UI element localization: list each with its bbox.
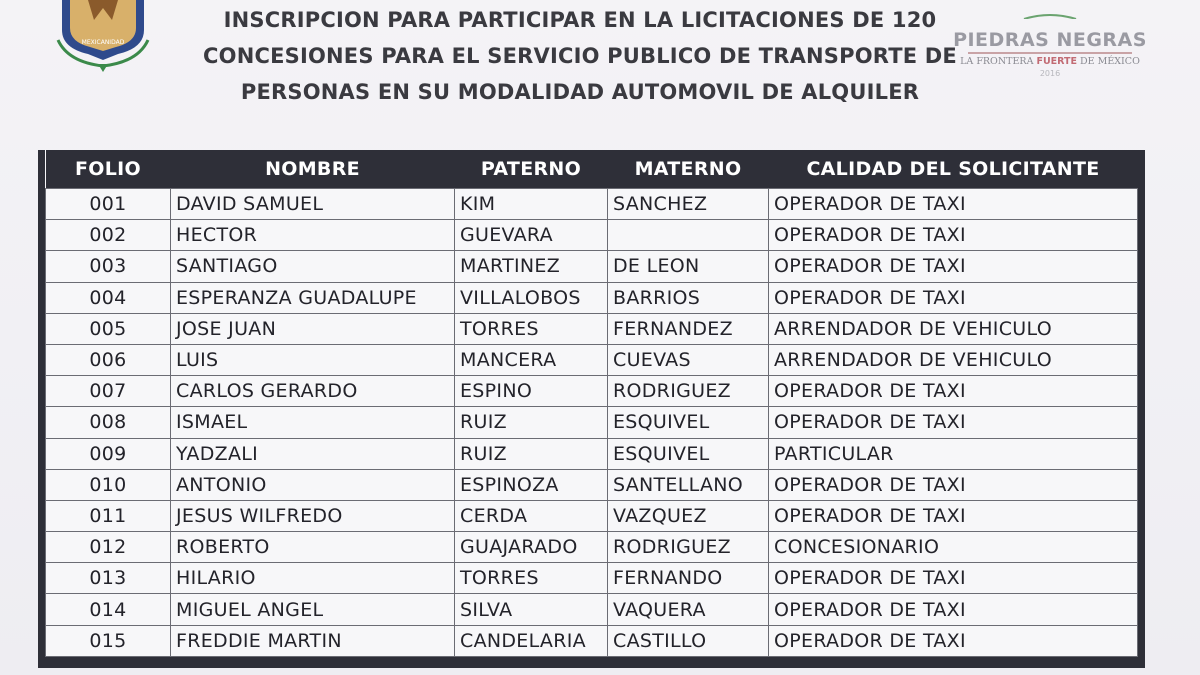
- municipal-emblem: [48, 0, 158, 72]
- header-folio: FOLIO: [46, 150, 171, 189]
- folio-cell: 005: [46, 313, 171, 344]
- folio-cell: 001: [46, 189, 171, 220]
- applicants-table: [45, 150, 1138, 657]
- emblem-text: MEXICANIDAD: [81, 39, 125, 46]
- table-row: [46, 407, 1138, 438]
- calidad-cell: OPERADOR DE TAXI: [769, 407, 1138, 438]
- folio-cell: 003: [46, 251, 171, 282]
- folio-cell: 013: [46, 563, 171, 594]
- logo-arc-icon: [1020, 13, 1080, 19]
- calidad-cell: OPERADOR DE TAXI: [769, 625, 1138, 656]
- table-row: [46, 313, 1138, 344]
- folio-cell: 004: [46, 282, 171, 313]
- materno-cell: RODRIGUEZ: [608, 532, 769, 563]
- title-line-2: CONCESIONES PARA EL SERVICIO PUBLICO DE TRANSPORTE DE: [203, 44, 957, 68]
- title-line-1: INSCRIPCION PARA PARTICIPAR EN LA LICITACIONES DE 120: [223, 8, 937, 32]
- table-row: [46, 594, 1138, 625]
- materno-cell: CUEVAS: [608, 344, 769, 375]
- document-title: [200, 2, 960, 110]
- table-row: [46, 220, 1138, 251]
- paterno-cell: GUAJARADO: [455, 532, 608, 563]
- paterno-cell: CERDA: [455, 500, 608, 531]
- folio-cell: 012: [46, 532, 171, 563]
- folio-cell: 011: [46, 500, 171, 531]
- table-row: [46, 376, 1138, 407]
- nombre-cell: HILARIO: [171, 563, 455, 594]
- header-nombre: NOMBRE: [171, 150, 455, 189]
- table-row: [46, 251, 1138, 282]
- table-row: [46, 563, 1138, 594]
- table-row: [46, 469, 1138, 500]
- folio-cell: 014: [46, 594, 171, 625]
- nombre-cell: HECTOR: [171, 220, 455, 251]
- calidad-cell: OPERADOR DE TAXI: [769, 376, 1138, 407]
- folio-cell: 008: [46, 407, 171, 438]
- folio-cell: 007: [46, 376, 171, 407]
- materno-cell: [608, 220, 769, 251]
- paterno-cell: ESPINO: [455, 376, 608, 407]
- table-row: [46, 344, 1138, 375]
- folio-cell: 009: [46, 438, 171, 469]
- paterno-cell: GUEVARA: [455, 220, 608, 251]
- calidad-cell: OPERADOR DE TAXI: [769, 563, 1138, 594]
- brand-tagline: LA FRONTERA FUERTE DE MÉXICO: [960, 56, 1140, 67]
- paterno-cell: SILVA: [455, 594, 608, 625]
- brand-divider: [968, 52, 1132, 54]
- brand-year: 2016: [1039, 69, 1061, 78]
- folio-cell: 015: [46, 625, 171, 656]
- nombre-cell: ESPERANZA GUADALUPE: [171, 282, 455, 313]
- nombre-cell: JESUS WILFREDO: [171, 500, 455, 531]
- nombre-cell: SANTIAGO: [171, 251, 455, 282]
- table-row: [46, 500, 1138, 531]
- nombre-cell: ANTONIO: [171, 469, 455, 500]
- folio-cell: 006: [46, 344, 171, 375]
- title-line-3: PERSONAS EN SU MODALIDAD AUTOMOVIL DE ALQUILER: [240, 80, 920, 104]
- paterno-cell: RUIZ: [455, 438, 608, 469]
- table-row: [46, 532, 1138, 563]
- table-row: [46, 189, 1138, 220]
- paterno-cell: KIM: [455, 189, 608, 220]
- materno-cell: DE LEON: [608, 251, 769, 282]
- materno-cell: SANCHEZ: [608, 189, 769, 220]
- calidad-cell: OPERADOR DE TAXI: [769, 251, 1138, 282]
- paterno-cell: RUIZ: [455, 407, 608, 438]
- nombre-cell: LUIS: [171, 344, 455, 375]
- calidad-cell: OPERADOR DE TAXI: [769, 469, 1138, 500]
- nombre-cell: JOSE JUAN: [171, 313, 455, 344]
- header-paterno: PATERNO: [455, 150, 608, 189]
- calidad-cell: ARRENDADOR DE VEHICULO: [769, 344, 1138, 375]
- materno-cell: CASTILLO: [608, 625, 769, 656]
- table-body: [46, 189, 1138, 657]
- materno-cell: RODRIGUEZ: [608, 376, 769, 407]
- brand-name: PIEDRAS NEGRAS: [953, 29, 1147, 51]
- paterno-cell: MARTINEZ: [455, 251, 608, 282]
- paterno-cell: TORRES: [455, 563, 608, 594]
- table-row: [46, 438, 1138, 469]
- nombre-cell: DAVID SAMUEL: [171, 189, 455, 220]
- piedras-negras-logo: [950, 4, 1150, 78]
- calidad-cell: ARRENDADOR DE VEHICULO: [769, 313, 1138, 344]
- calidad-cell: PARTICULAR: [769, 438, 1138, 469]
- materno-cell: ESQUIVEL: [608, 438, 769, 469]
- materno-cell: SANTELLANO: [608, 469, 769, 500]
- materno-cell: VAZQUEZ: [608, 500, 769, 531]
- calidad-cell: OPERADOR DE TAXI: [769, 220, 1138, 251]
- calidad-cell: OPERADOR DE TAXI: [769, 594, 1138, 625]
- nombre-cell: CARLOS GERARDO: [171, 376, 455, 407]
- folio-cell: 010: [46, 469, 171, 500]
- header-materno: MATERNO: [608, 150, 769, 189]
- calidad-cell: OPERADOR DE TAXI: [769, 189, 1138, 220]
- paterno-cell: MANCERA: [455, 344, 608, 375]
- folio-cell: 002: [46, 220, 171, 251]
- paterno-cell: ESPINOZA: [455, 469, 608, 500]
- table-row: [46, 625, 1138, 656]
- calidad-cell: OPERADOR DE TAXI: [769, 500, 1138, 531]
- materno-cell: ESQUIVEL: [608, 407, 769, 438]
- nombre-cell: FREDDIE MARTIN: [171, 625, 455, 656]
- calidad-cell: OPERADOR DE TAXI: [769, 282, 1138, 313]
- header-calidad: CALIDAD DEL SOLICITANTE: [769, 150, 1138, 189]
- applicants-table-frame: [38, 150, 1145, 668]
- nombre-cell: YADZALI: [171, 438, 455, 469]
- paterno-cell: TORRES: [455, 313, 608, 344]
- materno-cell: BARRIOS: [608, 282, 769, 313]
- materno-cell: FERNANDEZ: [608, 313, 769, 344]
- nombre-cell: ISMAEL: [171, 407, 455, 438]
- table-row: [46, 282, 1138, 313]
- table-header-row: [46, 150, 1138, 189]
- paterno-cell: CANDELARIA: [455, 625, 608, 656]
- materno-cell: VAQUERA: [608, 594, 769, 625]
- materno-cell: FERNANDO: [608, 563, 769, 594]
- calidad-cell: CONCESIONARIO: [769, 532, 1138, 563]
- nombre-cell: ROBERTO: [171, 532, 455, 563]
- nombre-cell: MIGUEL ANGEL: [171, 594, 455, 625]
- paterno-cell: VILLALOBOS: [455, 282, 608, 313]
